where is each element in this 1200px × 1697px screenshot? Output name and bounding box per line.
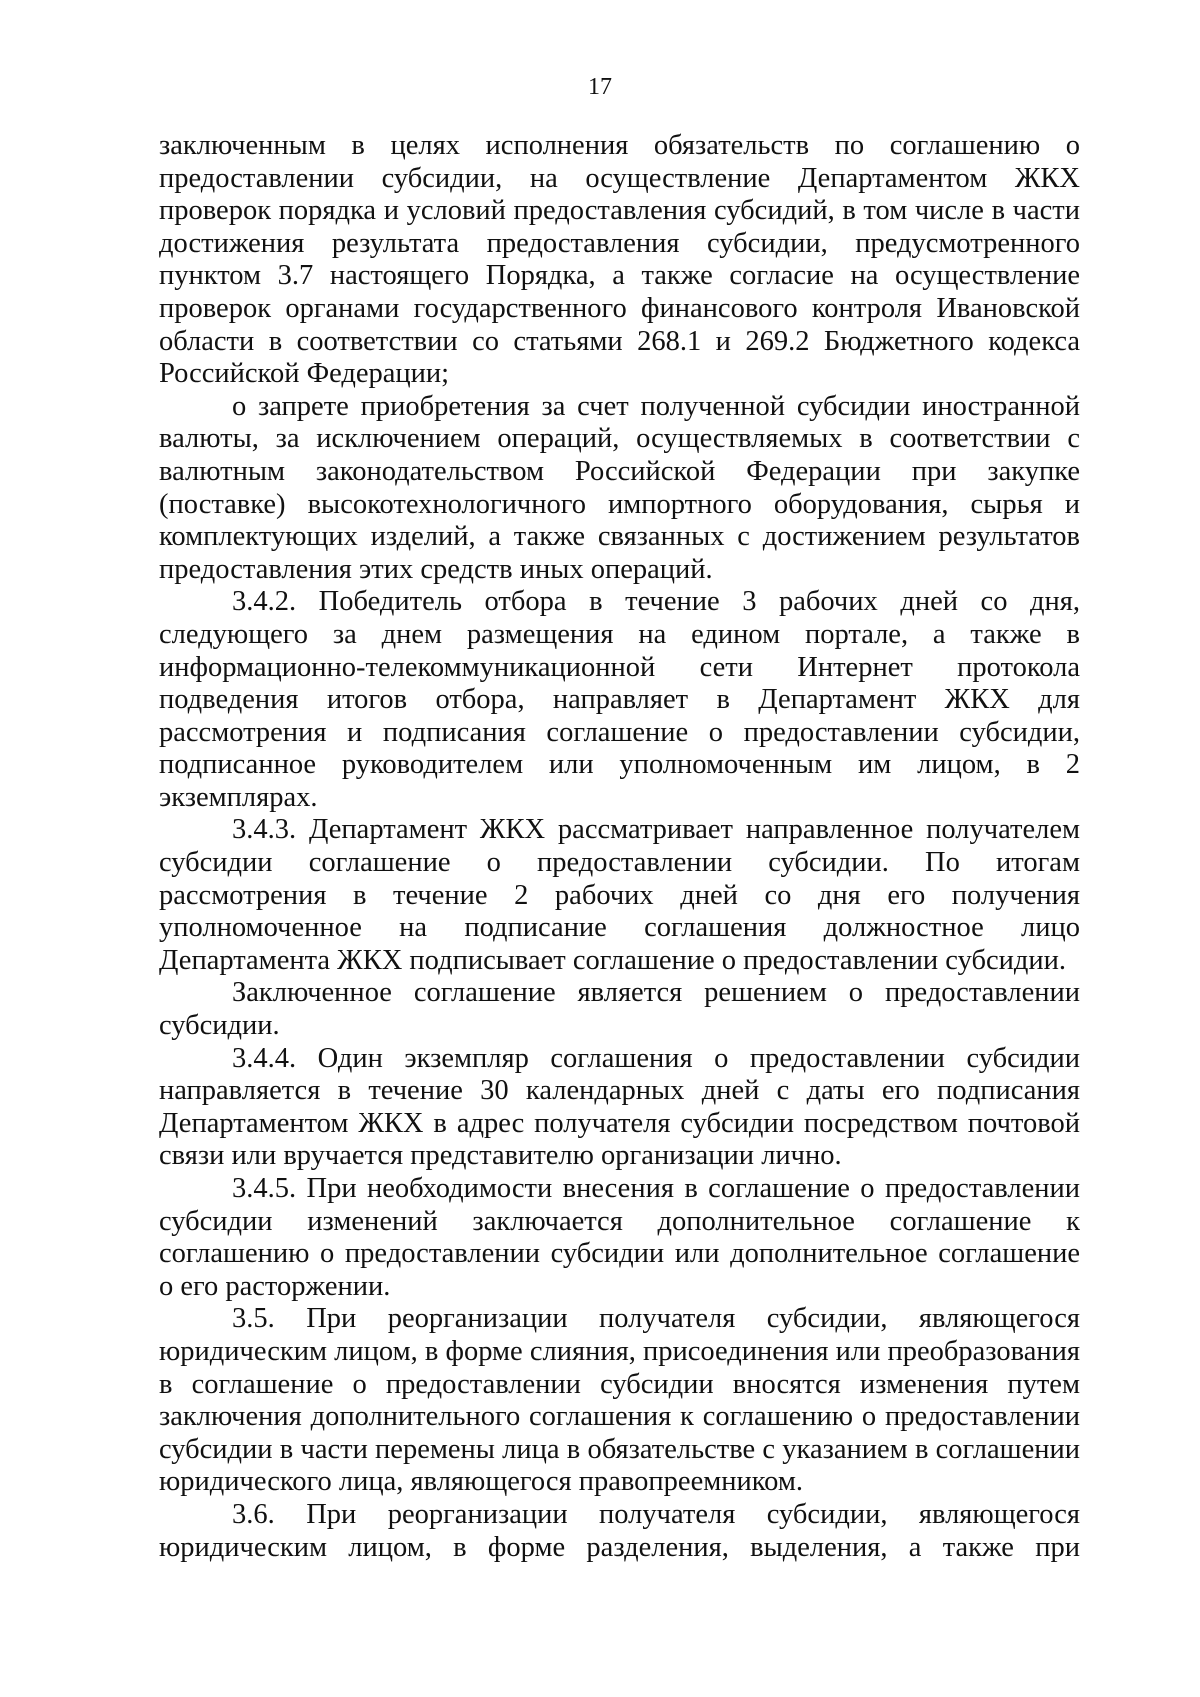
- paragraph-3-4-2: 3.4.2. Победитель отбора в течение 3 рабочих дней со дня, следующего за днем размещения на едином портале, а также в информационно-телекоммуникационной сети Интернет протокола подведения итогов отбора, направляет в Департамент ЖКХ для рассмотрения и подписания соглашение о предоставлении субсидии, подписанное руководителем или уполномоченным им лицом, в 2 экземплярах.: [159, 586, 1080, 813]
- paragraph-3-4-5: 3.4.5. При необходимости внесения в соглашение о предоставлении субсидии изменений заключается дополнительное соглашение к соглашению о предоставлении субсидии или дополнительное соглашение о его расторжении.: [159, 1173, 1080, 1302]
- document-body: [159, 130, 1080, 1564]
- paragraph-3-4-3: 3.4.3. Департамент ЖКХ рассматривает направленное получателем субсидии соглашение о предоставлении субсидии. По итогам рассмотрения в течение 2 рабочих дней со дня его получения уполномоченное на подписание соглашения должностное лицо Департамента ЖКХ подписывает соглашение о предоставлении субсидии.: [159, 814, 1080, 976]
- paragraph-currency-prohibition: о запрете приобретения за счет полученной субсидии иностранной валюты, за исключением операций, осуществляемых в соответствии с валютным законодательством Российской Федерации при закупке (поставке) высокотехнологичного импортного оборудования, сырья и комплектующих изделий, а также связанных с достижением результатов предоставления этих средств иных операций.: [159, 390, 1080, 585]
- paragraph-3-5: 3.5. При реорганизации получателя субсидии, являющегося юридическим лицом, в форме слияния, присоединения или преобразования в соглашение о предоставлении субсидии вносятся изменения путем заключения дополнительного соглашения к соглашению о предоставлении субсидии в части перемены лица в обязательстве с указанием в соглашении юридического лица, являющегося правопреемником.: [159, 1303, 1080, 1498]
- paragraph-agreement-decision: Заключенное соглашение является решением о предоставлении субсидии.: [159, 977, 1080, 1042]
- page-number: 17: [588, 74, 612, 100]
- paragraph-3-4-4: 3.4.4. Один экземпляр соглашения о предоставлении субсидии направляется в течение 30 календарных дней с даты его подписания Департаментом ЖКХ в адрес получателя субсидии посредством почтовой связи или вручается представителю организации лично.: [159, 1042, 1080, 1172]
- paragraph-3-6: 3.6. При реорганизации получателя субсидии, являющегося юридическим лицом, в форме разделения, выделения, а также при: [159, 1498, 1080, 1563]
- paragraph-inspection-consent: заключенным в целях исполнения обязательств по соглашению о предоставлении субсидии, на осуществление Департаментом ЖКХ проверок порядка и условий предоставления субсидий, в том числе в части достижения результата предоставления субсидии, предусмотренного пунктом 3.7 настоящего Порядка, а также согласие на осуществление проверок органами государственного финансового контроля Ивановской области в соответствии со статьями 268.1 и 269.2 Бюджетного кодекса Российской Федерации;: [159, 130, 1080, 390]
